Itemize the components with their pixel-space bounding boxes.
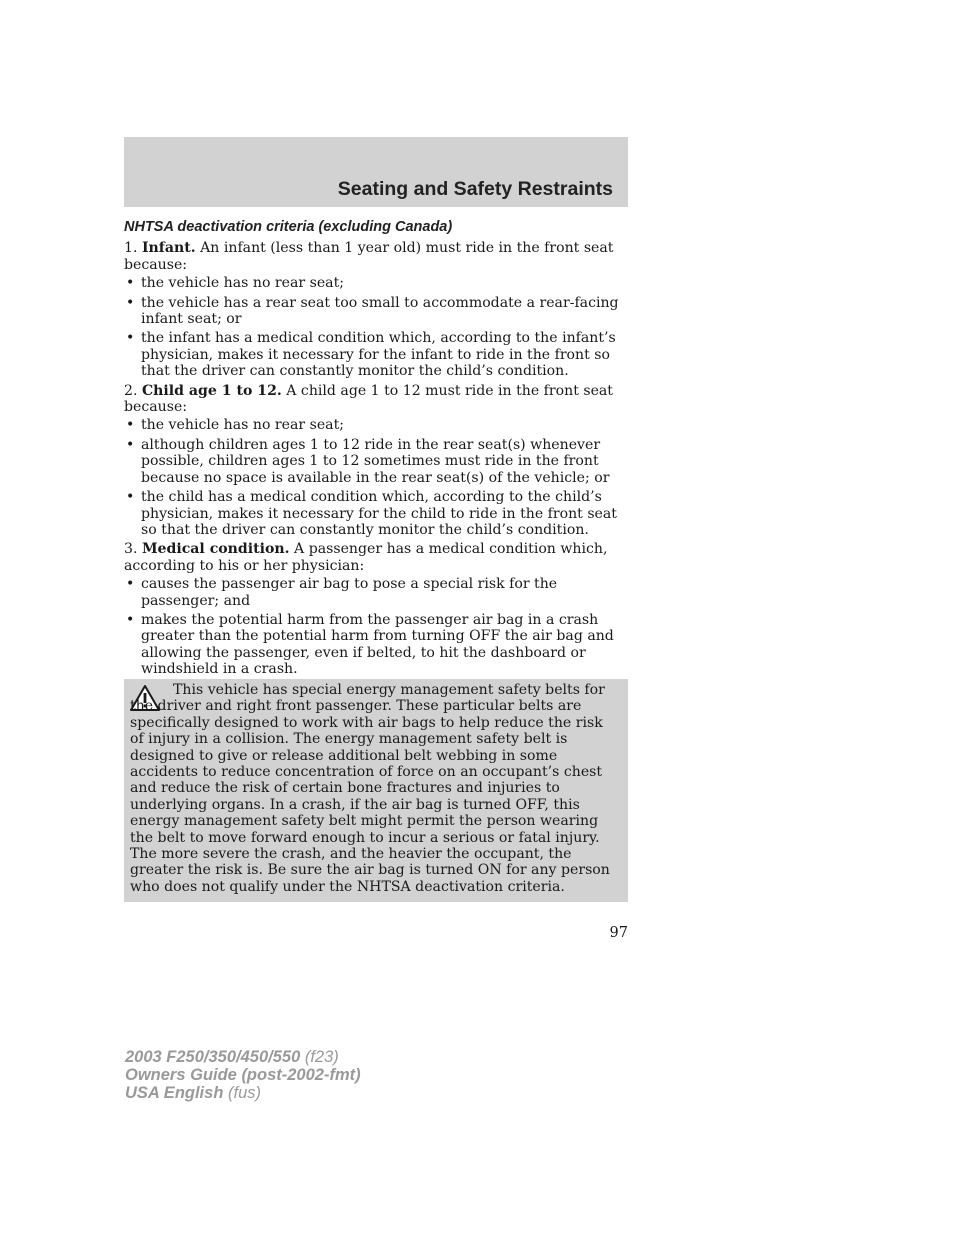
list-item: • the vehicle has a rear seat too small to accommodate a rear-facing infant seat; or [124,295,629,328]
warning-box [124,679,628,902]
item-text: A child age 1 to 12 must ride in the front seat because: [124,382,613,416]
footer-model: 2003 F250/350/450/550 [125,1048,301,1066]
item-label: Child age 1 to 12. [141,382,282,399]
item-text: An infant (less than 1 year old) must ride in the front seat because: [124,240,614,273]
list-item: • the infant has a medical condition which, according to the infant’s physician, makes it necessary for the infant to ride in the front so that the driver can constantly monitor the child’s condition. [124,330,629,379]
criteria-item-2 [124,383,629,416]
page-number: 97 [609,925,628,941]
list-item: • makes the potential harm from the passenger air bag in a crash greater than the potential harm from turning OFF the air bag and allowing the passenger, even if belted, to hit the dashboard or windshield in a crash. [124,612,629,678]
list-item: • the child has a medical condition which, according to the child’s physician, makes it necessary for the child to ride in the front seat so that the driver can constantly monitor the child’s condition. [124,489,629,538]
bullet-list [124,417,629,538]
item-text: A passenger has a medical condition which, according to his or her physician: [124,541,608,574]
list-item: • the vehicle has no rear seat; [124,275,629,291]
bullet-list [124,275,629,379]
list-item: • the vehicle has no rear seat; [124,417,629,433]
footer-language: USA English [125,1084,224,1102]
page-title: Seating and Safety Restraints [337,178,613,200]
footer-language-code: (fus) [223,1084,261,1102]
footer-guide: Owners Guide (post-2002-fmt) [125,1066,361,1084]
section-header-band [124,137,628,207]
item-label: Infant. [141,240,196,257]
item-label: Medical condition. [141,541,290,558]
criteria-item-1 [124,240,629,273]
item-number: 2. [124,382,138,399]
item-number: 3. [124,541,138,558]
footer-model-code: (f23) [300,1048,339,1066]
list-item: • although children ages 1 to 12 ride in the rear seat(s) whenever possible, children ages 1 to 12 sometimes must ride in the front because no space is available in the rear seat(s) of the vehicle; or [124,437,629,486]
document-footer [125,1048,361,1102]
list-item: • causes the passenger air bag to pose a special risk for the passenger; and [124,576,629,609]
main-content [124,219,629,681]
warning-text: This vehicle has special energy management safety belts for the driver and right front passenger. These particular belts are specifically designed to work with air bags to help reduce the risk of injury in a collision. The energy management safety belt is designed to give or release additional belt webbing in some accidents to reduce concentration of force on an occupant’s chest and reduce the risk of certain bone fractures and injuries to underlying organs. In a crash, if the air bag is turned OFF, this energy management safety belt might permit the person wearing the belt to move forward enough to incur a serious or fatal injury. The more severe the crash, and the heavier the occupant, the greater the risk is. Be sure the air bag is turned ON for any person who does not qualify under the NHTSA deactivation criteria. [130,682,610,895]
section-heading: NHTSA deactivation criteria (excluding Canada) [124,219,453,235]
item-number: 1. [124,240,138,257]
criteria-item-3 [124,541,629,574]
bullet-list [124,576,629,677]
